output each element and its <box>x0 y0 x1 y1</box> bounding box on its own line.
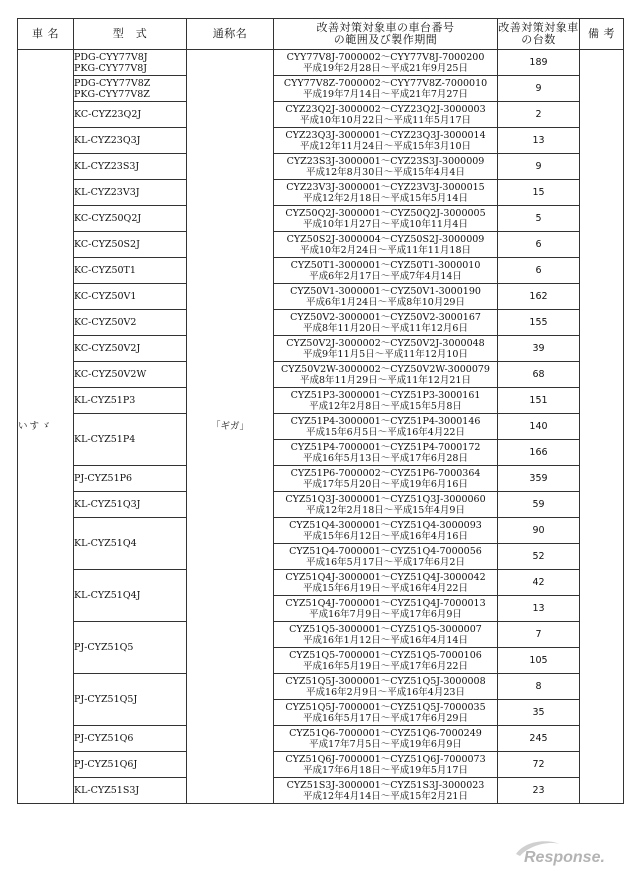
vehicle-count-cell: 42 <box>498 570 580 596</box>
table-row <box>18 284 624 310</box>
vehicle-count-cell: 2 <box>498 102 580 128</box>
chassis-range-cell: CYZ51Q5J-7000001～CYZ51Q5J-7000035 平成16年5月17日～平成17年6月29日 <box>274 700 498 726</box>
chassis-range-cell: CYY77V8Z-7000002～CYY77V8Z-7000010 平成19年7月14日～平成21年7月27日 <box>274 76 498 102</box>
vehicle-count-cell: 13 <box>498 128 580 154</box>
header-note: 備 考 <box>580 19 624 50</box>
model-type-cell: PJ-CYZ51Q6J <box>74 752 187 778</box>
header-row <box>18 19 624 50</box>
table-row <box>18 674 624 700</box>
model-type-cell: KC-CYZ50V2 <box>74 310 187 336</box>
vehicle-count-cell: 189 <box>498 50 580 76</box>
chassis-range-cell: CYZ23V3J-3000001～CYZ23V3J-3000015 平成12年2月18日～平成15年5月14日 <box>274 180 498 206</box>
model-type-cell: KC-CYZ50Q2J <box>74 206 187 232</box>
chassis-range-cell: CYZ50V2-3000001～CYZ50V2-3000167 平成8年11月20日～平成11年12月6日 <box>274 310 498 336</box>
chassis-range-cell: CYZ51S3J-3000001～CYZ51S3J-3000023 平成12年4月14日～平成15年2月21日 <box>274 778 498 804</box>
vehicle-count-cell: 6 <box>498 258 580 284</box>
vehicle-count-cell: 245 <box>498 726 580 752</box>
model-type-cell: KL-CYZ23V3J <box>74 180 187 206</box>
table-row <box>18 492 624 518</box>
maker-cell: いすゞ <box>18 50 74 804</box>
chassis-range-cell: CYZ51Q6J-7000001～CYZ51Q6J-7000073 平成17年6月18日～平成19年5月17日 <box>274 752 498 778</box>
model-type-cell: KL-CYZ51S3J <box>74 778 187 804</box>
table-row <box>18 310 624 336</box>
chassis-range-cell: CYZ50V1-3000001～CYZ50V1-3000190 平成6年1月24日～平成8年10月29日 <box>274 284 498 310</box>
vehicle-count-cell: 9 <box>498 76 580 102</box>
chassis-range-cell: CYZ51P4-3000001～CYZ51P4-3000146 平成15年6月5日～平成16年4月22日 <box>274 414 498 440</box>
chassis-range-cell: CYZ51P4-7000001～CYZ51P4-7000172 平成16年5月13日～平成17年6月28日 <box>274 440 498 466</box>
chassis-range-cell: CYZ51Q4-3000001～CYZ51Q4-3000093 平成15年6月12日～平成16年4月16日 <box>274 518 498 544</box>
chassis-range-cell: CYZ50V2J-3000002～CYZ50V2J-3000048 平成9年11月5日～平成11年12月10日 <box>274 336 498 362</box>
header-type: 型 式 <box>74 19 187 50</box>
vehicle-count-cell: 15 <box>498 180 580 206</box>
model-type-cell: KL-CYZ51P4 <box>74 414 187 466</box>
vehicle-count-cell: 162 <box>498 284 580 310</box>
table-row <box>18 622 624 648</box>
table-row <box>18 128 624 154</box>
model-type-cell: PJ-CYZ51Q5J <box>74 674 187 726</box>
model-type-cell: KL-CYZ51Q3J <box>74 492 187 518</box>
vehicle-count-cell: 52 <box>498 544 580 570</box>
table-row <box>18 154 624 180</box>
header-common-name: 通称名 <box>187 19 274 50</box>
chassis-range-cell: CYZ51Q4J-3000001～CYZ51Q4J-3000042 平成15年6月19日～平成16年4月22日 <box>274 570 498 596</box>
chassis-range-cell: CYZ51Q3J-3000001～CYZ51Q3J-3000060 平成12年2月18日～平成15年4月9日 <box>274 492 498 518</box>
vehicle-count-cell: 72 <box>498 752 580 778</box>
vehicle-count-cell: 9 <box>498 154 580 180</box>
table-row <box>18 206 624 232</box>
model-type-cell: KL-CYZ51Q4 <box>74 518 187 570</box>
model-type-cell: PJ-CYZ51Q6 <box>74 726 187 752</box>
table-row <box>18 466 624 492</box>
chassis-range-cell: CYZ51Q5-3000001～CYZ51Q5-3000007 平成16年1月12日～平成16年4月14日 <box>274 622 498 648</box>
chassis-range-cell: CYZ51Q5-7000001～CYZ51Q5-7000106 平成16年5月19日～平成17年6月22日 <box>274 648 498 674</box>
chassis-range-cell: CYZ51Q5J-3000001～CYZ51Q5J-3000008 平成16年2月9日～平成16年4月23日 <box>274 674 498 700</box>
chassis-range-cell: CYZ23S3J-3000001～CYZ23S3J-3000009 平成12年8月30日～平成15年4月4日 <box>274 154 498 180</box>
header-range: 改善対策対象車の車台番号 の範囲及び製作期間 <box>274 19 498 50</box>
model-type-cell: KC-CYZ50V1 <box>74 284 187 310</box>
header-maker: 車 名 <box>18 19 74 50</box>
vehicle-count-cell: 23 <box>498 778 580 804</box>
table-row <box>18 102 624 128</box>
model-type-cell: KC-CYZ50V2W <box>74 362 187 388</box>
table-row <box>18 180 624 206</box>
table-row <box>18 388 624 414</box>
chassis-range-cell: CYZ50Q2J-3000001～CYZ50Q2J-3000005 平成10年1月27日～平成10年11月4日 <box>274 206 498 232</box>
table-row <box>18 232 624 258</box>
vehicle-count-cell: 59 <box>498 492 580 518</box>
model-type-cell: PJ-CYZ51Q5 <box>74 622 187 674</box>
model-type-cell: KC-CYZ23Q2J <box>74 102 187 128</box>
vehicle-count-cell: 13 <box>498 596 580 622</box>
chassis-range-cell: CYZ50V2W-3000002～CYZ50V2W-3000079 平成8年11月29日～平成11年12月21日 <box>274 362 498 388</box>
header-count: 改善対策対象車 の台数 <box>498 19 580 50</box>
vehicle-count-cell: 35 <box>498 700 580 726</box>
vehicle-count-cell: 155 <box>498 310 580 336</box>
vehicle-count-cell: 140 <box>498 414 580 440</box>
watermark-text: Response. <box>524 849 605 866</box>
table-row <box>18 258 624 284</box>
model-type-cell: KC-CYZ50T1 <box>74 258 187 284</box>
model-type-cell: KC-CYZ50V2J <box>74 336 187 362</box>
table-row <box>18 362 624 388</box>
note-cell <box>580 50 624 804</box>
vehicle-count-cell: 166 <box>498 440 580 466</box>
chassis-range-cell: CYZ23Q2J-3000002～CYZ23Q2J-3000003 平成10年10月22日～平成11年5月17日 <box>274 102 498 128</box>
table-row <box>18 570 624 596</box>
model-type-cell: KL-CYZ51P3 <box>74 388 187 414</box>
table-row <box>18 414 624 440</box>
vehicle-count-cell: 6 <box>498 232 580 258</box>
table-row <box>18 336 624 362</box>
chassis-range-cell: CYZ50T1-3000001～CYZ50T1-3000010 平成6年2月17日～平成7年4月14日 <box>274 258 498 284</box>
common-name-cell: 「ギガ」 <box>187 50 274 804</box>
chassis-range-cell: CYZ51Q4J-7000001～CYZ51Q4J-7000013 平成16年7月9日～平成17年6月9日 <box>274 596 498 622</box>
model-type-cell: KL-CYZ51Q4J <box>74 570 187 622</box>
vehicle-count-cell: 359 <box>498 466 580 492</box>
vehicle-count-cell: 5 <box>498 206 580 232</box>
chassis-range-cell: CYZ51P3-3000001～CYZ51P3-3000161 平成12年2月8日～平成15年5月8日 <box>274 388 498 414</box>
model-type-cell: PDG-CYY77V8Z PKG-CYY77V8Z <box>74 76 187 102</box>
chassis-range-cell: CYZ50S2J-3000004～CYZ50S2J-3000009 平成10年2月24日～平成11年11月18日 <box>274 232 498 258</box>
vehicle-count-cell: 7 <box>498 622 580 648</box>
chassis-range-cell: CYZ51P6-7000002～CYZ51P6-7000364 平成17年5月20日～平成19年6月16日 <box>274 466 498 492</box>
chassis-range-cell: CYY77V8J-7000002～CYY77V8J-7000200 平成19年2月28日～平成21年9月25日 <box>274 50 498 76</box>
vehicle-count-cell: 39 <box>498 336 580 362</box>
response-watermark-logo <box>514 836 632 868</box>
table-row <box>18 76 624 102</box>
model-type-cell: KC-CYZ50S2J <box>74 232 187 258</box>
table-row <box>18 778 624 804</box>
vehicle-count-cell: 68 <box>498 362 580 388</box>
vehicle-count-cell: 8 <box>498 674 580 700</box>
chassis-range-cell: CYZ51Q4-7000001～CYZ51Q4-7000056 平成16年5月17日～平成17年6月2日 <box>274 544 498 570</box>
table-row <box>18 50 624 76</box>
table-row <box>18 518 624 544</box>
table-row <box>18 752 624 778</box>
recall-table <box>17 18 624 804</box>
model-type-cell: KL-CYZ23S3J <box>74 154 187 180</box>
chassis-range-cell: CYZ23Q3J-3000001～CYZ23Q3J-3000014 平成12年11月24日～平成15年3月10日 <box>274 128 498 154</box>
vehicle-count-cell: 151 <box>498 388 580 414</box>
vehicle-count-cell: 90 <box>498 518 580 544</box>
table-body <box>18 50 624 804</box>
chassis-range-cell: CYZ51Q6-7000001～CYZ51Q6-7000249 平成17年7月5日～平成19年6月9日 <box>274 726 498 752</box>
vehicle-count-cell: 105 <box>498 648 580 674</box>
model-type-cell: KL-CYZ23Q3J <box>74 128 187 154</box>
model-type-cell: PDG-CYY77V8J PKG-CYY77V8J <box>74 50 187 76</box>
table-row <box>18 726 624 752</box>
model-type-cell: PJ-CYZ51P6 <box>74 466 187 492</box>
